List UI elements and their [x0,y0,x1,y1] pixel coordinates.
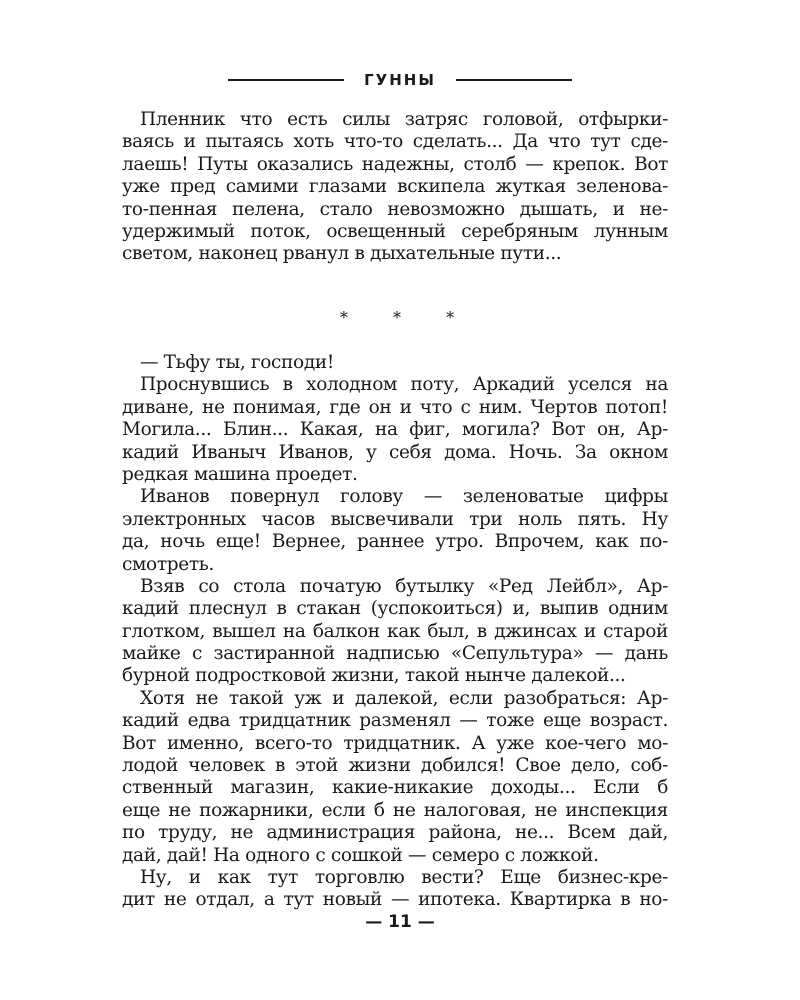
text-line: лодой человек в этой жизни добился! Свое дело, соб- [122,755,668,777]
text-line: глотком, вышел на балкон как был, в джинсах и старой [122,620,668,642]
text-line: Ну, и как тут торговлю вести? Еще бизнес-кре- [140,866,668,888]
running-title: ГУННЫ [364,71,436,89]
text-line: Вот именно, всего-то тридцатник. А уже кое-чего мо- [122,732,668,754]
text-line: майке с застиранной надписью «Сепультура» — дань [122,643,668,665]
text-line: — Тьфу ты, господи! [140,352,334,373]
text-line: диване, не понимая, где он и что с ним. Чертов потоп! [122,396,668,418]
header-rule-left [228,79,344,81]
text-line: да, ночь еще! Вернее, раннее утро. Впрочем, как по- [122,531,668,553]
text-line: светом, наконец рванул в дыхательные пути... [122,243,562,265]
text-line: смотреть. [122,553,214,575]
text-line: ваясь и пытаясь хоть что-то сделать... Да что тут сде- [122,131,668,153]
text-line: то-пенная пелена, стало невозможно дышать, и не- [122,198,668,220]
body-text [122,352,668,912]
header-rule-right [456,79,572,81]
text-line: кадий Иваныч Иванов, у себя дома. Ночь. За окном [122,441,668,463]
text-line: удержимый поток, освещенный серебряным лунным [122,220,668,242]
text-line: еще не пожарники, если б не налоговая, не инспекция [122,799,668,821]
opening-paragraph [122,109,668,266]
text-line: Пленник что есть силы затряс головой, отфырки- [140,109,668,130]
text-line: Могила... Блин... Какая, на фиг, могила? Вот он, Ар- [122,419,668,441]
text-line: ственный магазин, какие-никакие доходы... Если б [122,777,668,799]
text-line: Взяв со стола початую бутылку «Ред Лейбл», Ар- [140,575,668,597]
running-header [0,68,800,92]
text-line: Иванов повернул голову — зеленоватые цифры [140,486,668,508]
page-number: — 11 — [365,912,435,932]
text-line: уже пред самими глазами вскипела жуткая зеленова- [122,176,668,198]
text-line: Хотя не такой уж и далекой, если разобраться: Ар- [140,687,668,709]
text-line: дай, дай! На одного с сошкой — семеро с ложкой. [122,844,599,866]
text-line: кадий плеснул в стакан (успокоиться) и, выпив одним [122,598,668,620]
text-line: электронных часов высвечивали три ноль пять. Ну [122,508,668,530]
text-line: по труду, не администрация района, не... Всем дай, [122,822,668,844]
text-line: лаешь! Путы оказались надежны, столб — крепок. Вот [122,153,668,175]
text-line: бурной подростковой жизни, такой нынче далекой... [122,665,626,687]
text-line: кадий едва тридцатник разменял — тоже еще возраст. [122,710,668,732]
section-separator: * * * [339,308,475,327]
text-line: дит не отдал, а тут новый — ипотека. Квартирка в но- [122,889,668,911]
text-line: редкая машина проедет. [122,463,358,485]
text-line: Проснувшись в холодном поту, Аркадий уселся на [140,374,668,396]
